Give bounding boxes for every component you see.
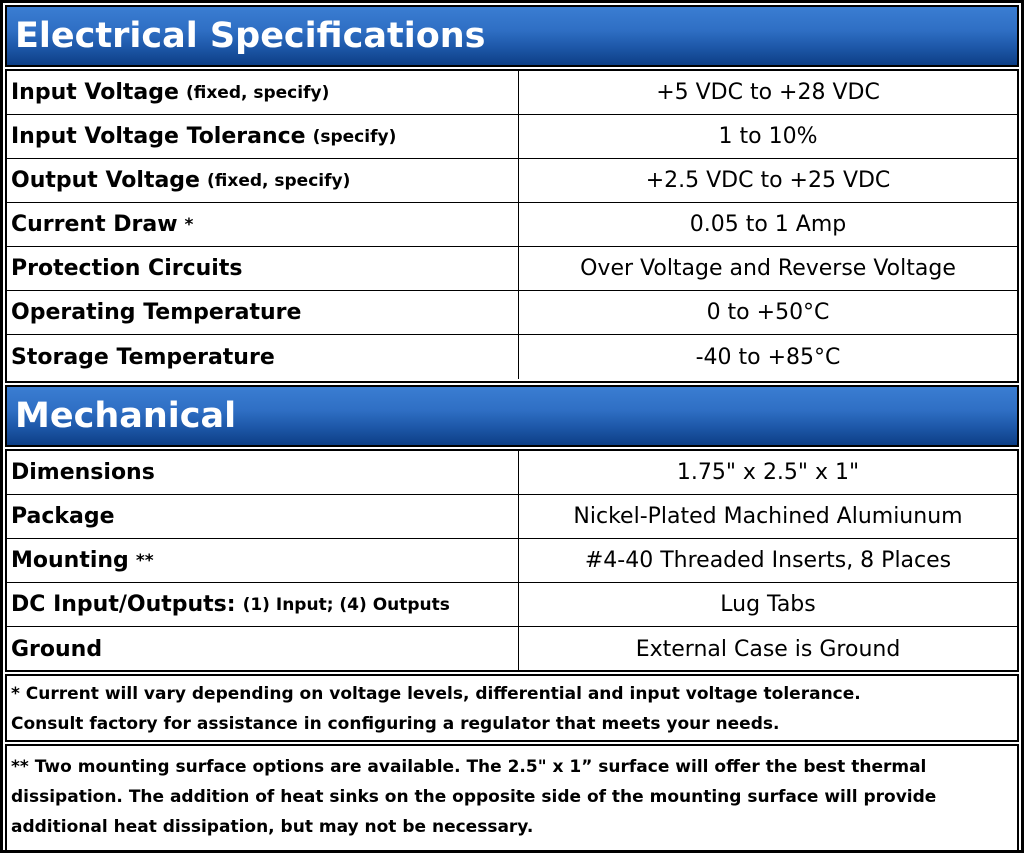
spec-row-current-draw xyxy=(7,203,1017,247)
spec-value: Lug Tabs xyxy=(720,592,816,617)
spec-label-text: Storage Temperature xyxy=(11,344,275,370)
spec-label-text: DC Input/Outputs: xyxy=(11,592,236,617)
spec-label-text: Input Voltage Tolerance xyxy=(11,124,306,149)
mechanical-section-header xyxy=(5,385,1019,447)
spec-value: #4-40 Threaded Inserts, 8 Places xyxy=(584,548,952,573)
spec-row-mounting xyxy=(7,539,1017,583)
spec-label-text: Dimensions xyxy=(11,460,155,485)
spec-value: Nickel-Plated Machined Alumiunum xyxy=(573,504,963,529)
spec-label xyxy=(7,627,519,671)
spec-label-text: Package xyxy=(11,504,115,529)
spec-row-input-voltage xyxy=(7,71,1017,115)
spec-label xyxy=(7,71,519,114)
spec-row-operating-temperature xyxy=(7,291,1017,335)
spec-value: External Case is Ground xyxy=(635,636,901,662)
footnote-line: ** Two mounting surface options are available. The 2.5" x 1” surface will offer the best thermal xyxy=(11,757,927,777)
spec-label-qualifier: (fixed, specify) xyxy=(185,82,330,103)
spec-label xyxy=(7,451,519,494)
electrical-section-header xyxy=(5,5,1019,67)
spec-label-qualifier: ** xyxy=(135,550,154,571)
spec-row-package xyxy=(7,495,1017,539)
spec-value: 0.05 to 1 Amp xyxy=(689,212,847,237)
spec-row-output-voltage xyxy=(7,159,1017,203)
electrical-spec-table xyxy=(5,69,1019,383)
spec-label xyxy=(7,583,519,626)
spec-label-qualifier: (fixed, specify) xyxy=(206,170,351,191)
spec-label-text: Ground xyxy=(11,636,103,662)
mechanical-spec-table xyxy=(5,449,1019,672)
mechanical-section-title: Mechanical xyxy=(15,395,237,436)
footnote-line: additional heat dissipation, but may not be necessary. xyxy=(11,817,534,837)
spec-row-storage-temperature xyxy=(7,335,1017,379)
spec-row-ground xyxy=(7,627,1017,671)
spec-label-text: Operating Temperature xyxy=(11,300,302,325)
spec-label xyxy=(7,495,519,538)
spec-label xyxy=(7,335,519,379)
spec-value: 0 to +50°C xyxy=(706,300,830,325)
spec-label-text: Protection Circuits xyxy=(11,256,243,281)
electrical-section-title: Electrical Specifications xyxy=(15,15,486,56)
spec-label-text: Current Draw xyxy=(11,212,178,237)
spec-row-dimensions xyxy=(7,451,1017,495)
current-draw-footnote xyxy=(5,674,1019,742)
spec-value: Over Voltage and Reverse Voltage xyxy=(580,256,956,281)
spec-row-input-voltage-tolerance xyxy=(7,115,1017,159)
spec-label xyxy=(7,539,519,582)
spec-label-text: Output Voltage xyxy=(11,168,200,193)
footnote-line: dissipation. The addition of heat sinks on the opposite side of the mounting surface will provide xyxy=(11,787,937,807)
spec-label-qualifier: (1) Input; (4) Outputs xyxy=(242,594,450,615)
spec-row-protection-circuits xyxy=(7,247,1017,291)
spec-value: 1.75" x 2.5" x 1" xyxy=(676,460,860,485)
spec-label xyxy=(7,115,519,158)
spec-value: +5 VDC to +28 VDC xyxy=(656,80,880,105)
spec-label xyxy=(7,247,519,290)
spec-label-text: Input Voltage xyxy=(11,80,179,105)
spec-label xyxy=(7,159,519,202)
spec-value: -40 to +85°C xyxy=(695,344,841,370)
spec-label-qualifier: * xyxy=(184,214,194,235)
spec-label-text: Mounting xyxy=(11,548,129,573)
spec-label xyxy=(7,291,519,334)
footnote-line: * Current will vary depending on voltage levels, differential and input voltage tolerance. xyxy=(11,684,861,704)
spec-value: +2.5 VDC to +25 VDC xyxy=(645,168,891,193)
footnote-line: Consult factory for assistance in configuring a regulator that meets your needs. xyxy=(11,714,780,734)
spec-row-dc-input-outputs xyxy=(7,583,1017,627)
spec-label xyxy=(7,203,519,246)
spec-value: 1 to 10% xyxy=(718,124,818,149)
mounting-footnote xyxy=(5,744,1019,853)
spec-label-qualifier: (specify) xyxy=(312,126,397,147)
